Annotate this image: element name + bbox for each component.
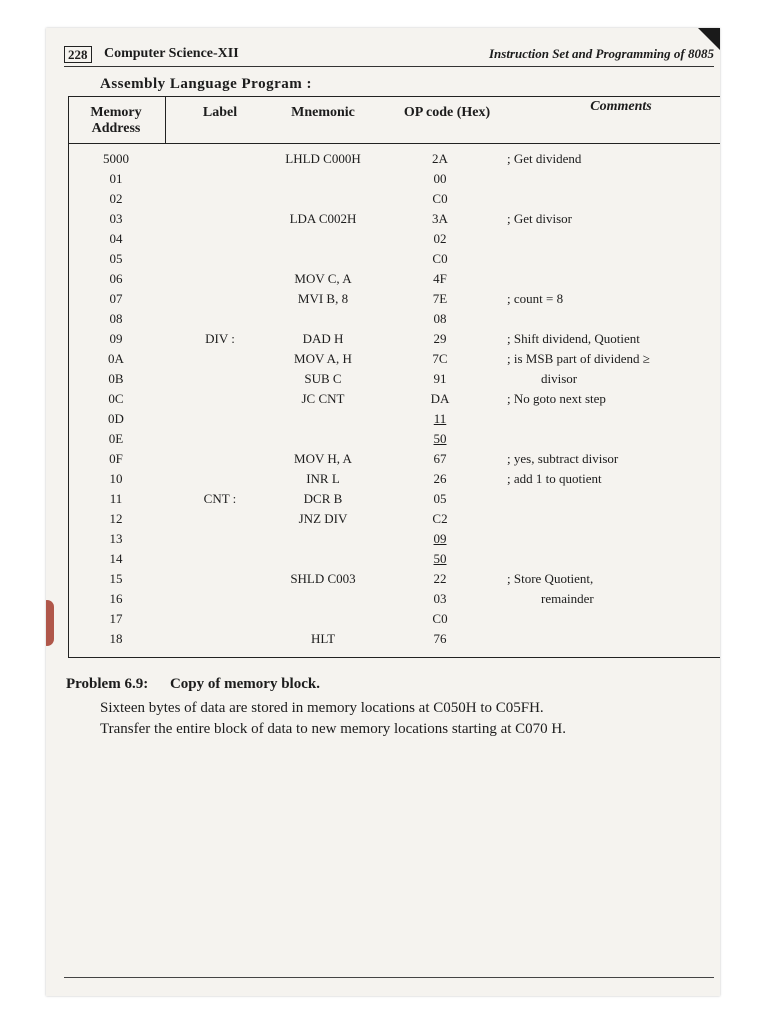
cell-opcode: 50: [433, 551, 447, 566]
cell-opcode: 67: [433, 451, 447, 466]
chapter-title: Instruction Set and Programming of 8085: [488, 46, 714, 61]
problem-title: Copy of memory block.: [169, 676, 320, 692]
cell-mnemonic: HLT: [310, 631, 336, 646]
cell-comment: divisor: [541, 371, 578, 386]
cell-address: 0C: [108, 391, 124, 406]
cell-comment: ; Get dividend: [507, 151, 582, 166]
table-row: [69, 371, 720, 391]
cell-address: 0E: [108, 431, 124, 446]
cell-address: 12: [109, 511, 123, 526]
cell-opcode: DA: [430, 391, 450, 406]
cell-comment: ; No goto next step: [507, 391, 606, 406]
cell-comment: ; is MSB part of dividend ≥: [507, 351, 650, 366]
cell-address: 11: [109, 491, 123, 506]
cell-address: 01: [109, 171, 123, 186]
cell-address: 05: [109, 251, 123, 266]
section-title: Assembly Language Program :: [100, 76, 312, 92]
program-table: [68, 96, 720, 658]
cell-comment: ; yes, subtract divisor: [507, 451, 619, 466]
problem-line: Sixteen bytes of data are stored in memory locations at C050H to C05FH.: [100, 700, 544, 716]
table-row: [69, 351, 720, 371]
cell-mnemonic: MOV H, A: [294, 451, 352, 466]
cell-opcode: 22: [433, 571, 447, 586]
cell-comment: ; Store Quotient,: [507, 571, 594, 586]
table-row: [69, 211, 720, 231]
table-row: [69, 491, 720, 511]
table-row: [69, 271, 720, 291]
cell-address: 02: [109, 191, 123, 206]
cell-address: 10: [109, 471, 123, 486]
page-number: 228: [64, 46, 92, 63]
cell-address: 07: [109, 291, 123, 306]
cell-opcode: C0: [432, 191, 448, 206]
column-divider: [165, 97, 166, 143]
cell-opcode: 02: [433, 231, 447, 246]
cell-mnemonic: LDA C002H: [289, 211, 357, 226]
cell-opcode: 4F: [433, 271, 447, 286]
cell-comment: ; Get divisor: [507, 211, 572, 226]
cell-opcode: 03: [433, 591, 447, 606]
cell-mnemonic: DCR B: [303, 491, 343, 506]
cell-mnemonic: JNZ DIV: [298, 511, 348, 526]
cell-label: DIV :: [205, 331, 235, 346]
cell-comment: ; add 1 to quotient: [507, 471, 602, 486]
table-row: [69, 251, 720, 271]
table-row: [69, 311, 720, 331]
cell-opcode: 09: [433, 531, 447, 546]
cell-opcode: 91: [433, 371, 447, 386]
cell-opcode: 05: [433, 491, 447, 506]
table-row: [69, 511, 720, 531]
cell-mnemonic: SUB C: [304, 371, 342, 386]
cell-opcode: 29: [433, 331, 447, 346]
cell-comment: remainder: [541, 591, 594, 606]
table-row: [69, 571, 720, 591]
cell-opcode: 7E: [432, 291, 448, 306]
cell-label: CNT :: [203, 491, 237, 506]
cell-opcode: 11: [433, 411, 447, 426]
cell-mnemonic: INR L: [306, 471, 340, 486]
cell-opcode: 3A: [432, 211, 448, 226]
cell-mnemonic: MOV C, A: [294, 271, 352, 286]
bottom-rule: [64, 977, 714, 978]
problem-text: [100, 698, 720, 740]
header-mnemonic: Mnemonic: [291, 105, 355, 120]
table-row: [69, 331, 720, 351]
cell-mnemonic: MOV A, H: [294, 351, 352, 366]
cell-address: 0F: [109, 451, 123, 466]
cell-mnemonic: SHLD C003: [290, 571, 356, 586]
cell-comment: ; Shift dividend, Quotient: [507, 331, 640, 346]
cell-opcode: C0: [432, 611, 448, 626]
cell-opcode: 50: [433, 431, 447, 446]
cell-address: 14: [109, 551, 123, 566]
table-row: [69, 171, 720, 191]
table-row: [69, 411, 720, 431]
cell-opcode: C2: [432, 511, 448, 526]
cell-opcode: 00: [433, 171, 447, 186]
header-opcode: OP code (Hex): [403, 105, 491, 120]
cell-address: 13: [109, 531, 123, 546]
table-row: [69, 471, 720, 491]
header-address-line2: Address: [91, 121, 141, 136]
table-row: [69, 551, 720, 571]
finger-edge: [46, 600, 54, 646]
table-row: [69, 151, 720, 171]
problem-line: Transfer the entire block of data to new memory locations starting at C070 H.: [100, 721, 567, 737]
table-row: [69, 531, 720, 551]
cell-address: 08: [109, 311, 123, 326]
problem-heading: [66, 676, 320, 693]
header-comments: Comments: [590, 99, 652, 114]
table-row: [69, 451, 720, 471]
page-header: [64, 44, 714, 67]
cell-address: 06: [109, 271, 123, 286]
cell-address: 0A: [108, 351, 124, 366]
table-row: [69, 191, 720, 211]
table-row: [69, 431, 720, 451]
table-row: [69, 591, 720, 611]
table-row: [69, 631, 720, 651]
header-memory-address: [69, 105, 163, 137]
header-label: Label: [202, 105, 238, 120]
cell-opcode: C0: [432, 251, 448, 266]
cell-mnemonic: LHLD C000H: [285, 151, 361, 166]
cell-mnemonic: DAD H: [302, 331, 344, 346]
table-row: [69, 231, 720, 251]
table-row: [69, 611, 720, 631]
cell-opcode: 7C: [432, 351, 448, 366]
table-row: [69, 291, 720, 311]
cell-opcode: 08: [433, 311, 447, 326]
cell-address: 15: [109, 571, 123, 586]
cell-address: 18: [109, 631, 123, 646]
header-address-line1: Memory: [90, 105, 142, 120]
cell-address: 0B: [108, 371, 124, 386]
cell-opcode: 2A: [432, 151, 448, 166]
book-page: [46, 28, 720, 996]
cell-address: 09: [109, 331, 123, 346]
cell-address: 04: [109, 231, 123, 246]
cell-opcode: 26: [433, 471, 447, 486]
cell-address: 17: [109, 611, 123, 626]
table-row: [69, 391, 720, 411]
cell-mnemonic: MVI B, 8: [297, 291, 349, 306]
table-header: [69, 97, 720, 144]
book-title: Computer Science-XII: [104, 46, 239, 61]
cell-address: 16: [109, 591, 123, 606]
cell-comment: ; count = 8: [507, 291, 564, 306]
problem-label: Problem 6.9:: [66, 676, 149, 692]
cell-address: 0D: [108, 411, 124, 426]
cell-address: 03: [109, 211, 123, 226]
cell-address: 5000: [103, 151, 129, 166]
cell-opcode: 76: [433, 631, 447, 646]
cell-mnemonic: JC CNT: [301, 391, 345, 406]
